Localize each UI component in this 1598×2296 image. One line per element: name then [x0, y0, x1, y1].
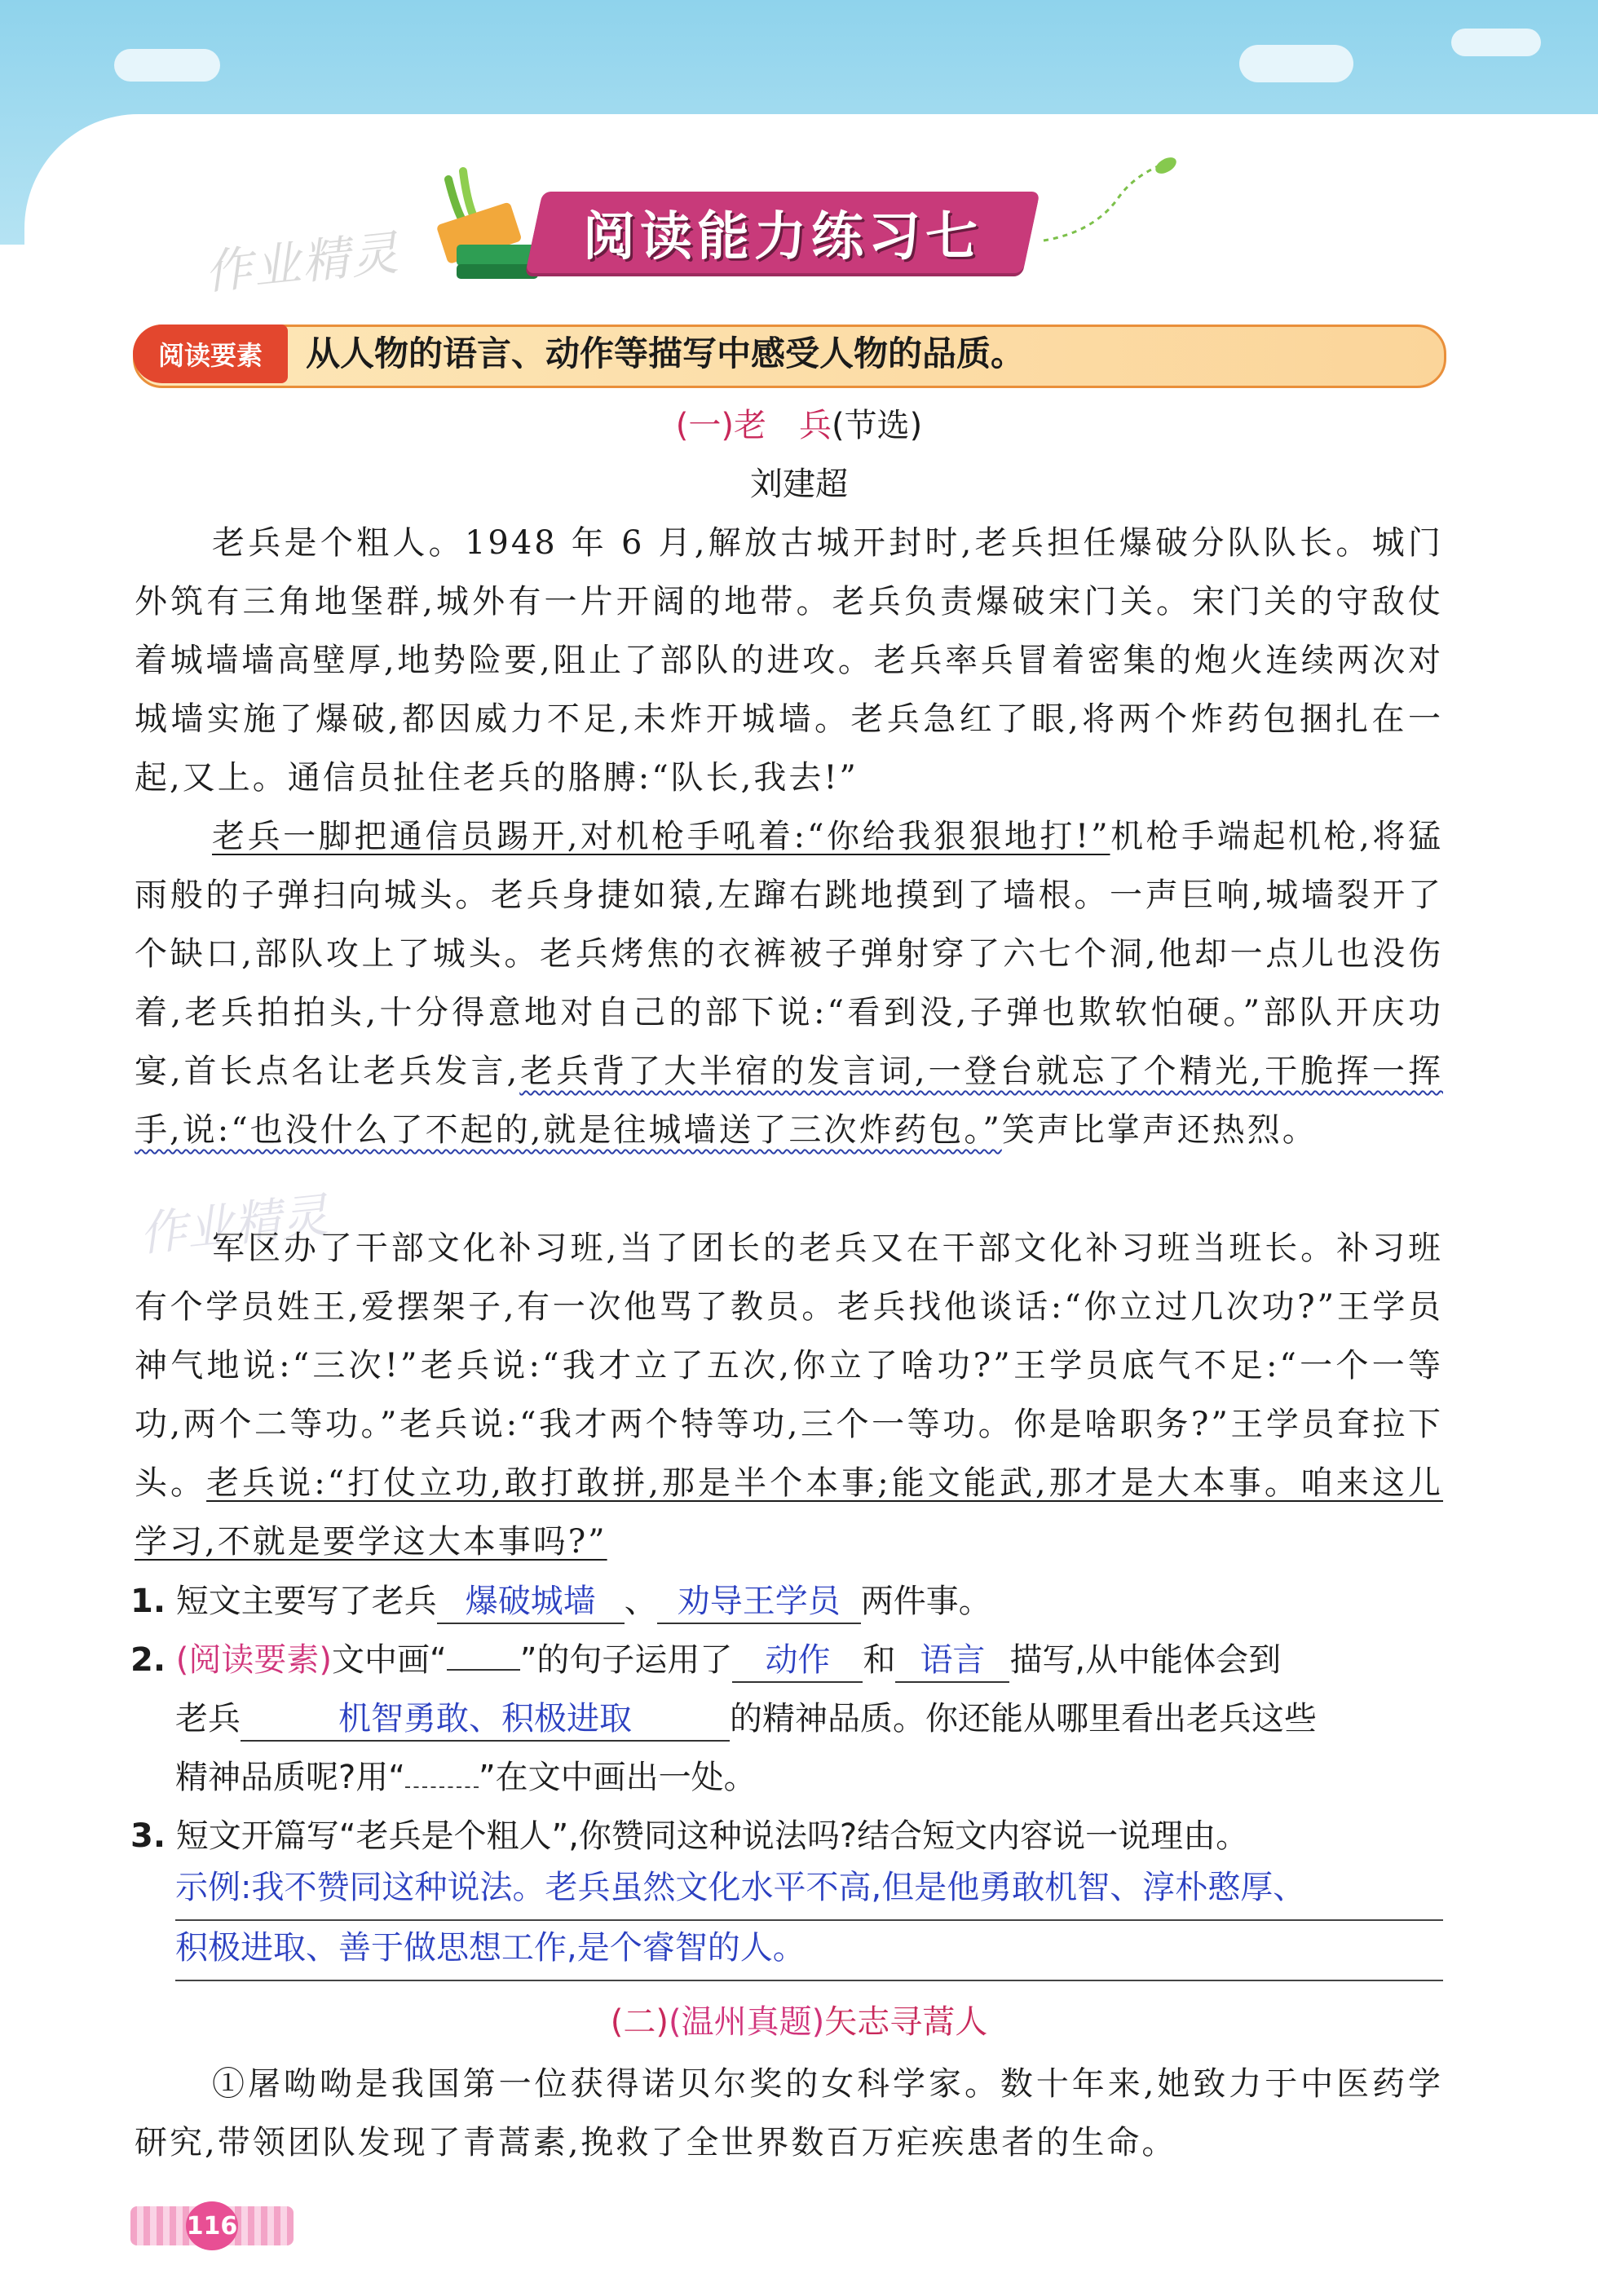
answer-blank[interactable]: 机智勇敢、积极进取	[241, 1698, 730, 1742]
answer-line[interactable]: 示例:我不赞同这种说法。老兵虽然文化水平不高,但是他勇敢机智、淳朴憨厚、	[175, 1861, 1443, 1921]
section2-name: 矢志寻蒿人	[824, 2003, 988, 2041]
reading-requirement-badge: 阅读要素	[133, 325, 288, 383]
section1-title	[0, 400, 1598, 446]
author: 刘建超	[750, 466, 848, 503]
underline-sample	[447, 1669, 520, 1671]
answer-blank[interactable]: 动作	[732, 1639, 863, 1683]
leaf-icon	[1035, 151, 1182, 249]
question-number: 3.	[130, 1817, 166, 1855]
section2-number: (二)	[610, 2003, 669, 2041]
page-number: 116	[186, 2201, 238, 2250]
section2-paragraph-1	[135, 2055, 1443, 2172]
page-title: 阅读能力练习七	[583, 207, 982, 267]
watermark: 作业精灵	[136, 1187, 331, 1262]
watermark: 作业精灵	[201, 224, 403, 301]
question-3	[130, 1807, 1443, 1866]
question-text: 文中画“	[331, 1641, 447, 1679]
question-text: 两件事。	[860, 1583, 991, 1620]
paragraph-3	[135, 1219, 1443, 1571]
question-text: 短文开篇写“老兵是个粗人”,你赞同这种说法吗?结合短文内容说一说理由。	[175, 1817, 1249, 1855]
paragraph-1-text: 老兵是个粗人。1948 年 6 月,解放古城开封时,老兵担任爆破分队队长。城门外筑有三角地堡群,城外有一片开阔的地带。老兵负责爆破宋门关。宋门关的守敌仗着城墙墙高壁厚,地势险要,阻止了部队的进攻。老兵率兵冒着密集的炮火连续两次对城墙实施了爆破,都因威力不足,未炸开城墙。老兵急红了眼,将两个炸药包捆扎在一起,又上。通信员扯住老兵的胳膊:“队长,我去!”	[135, 524, 1443, 797]
question-text: 、	[624, 1583, 657, 1620]
question-text: 和	[863, 1641, 896, 1679]
question-2-line-2	[175, 1689, 1443, 1748]
section2-paragraph-1-text: ①屠呦呦是我国第一位获得诺贝尔奖的女科学家。数十年来,她致力于中医药学研究,带领团队发现了青蒿素,挽救了全世界数百万疟疾患者的生命。	[135, 2065, 1443, 2161]
question-1	[130, 1572, 1443, 1631]
cloud-decoration	[114, 49, 220, 82]
question-text: ”的句子运用了	[519, 1641, 733, 1679]
question-text: 老兵	[175, 1700, 241, 1737]
section2-title	[0, 1996, 1598, 2042]
question-2-line-3	[175, 1748, 1443, 1807]
question-text: 精神品质呢?用“	[175, 1759, 405, 1796]
answer-blank[interactable]: 爆破城墙	[437, 1580, 625, 1624]
underlined-sentence: 老兵一脚把通信员踢开,对机枪手吼着:“你给我狠狠地打!”	[212, 818, 1110, 855]
wavy-underlined-sentence: 老兵背了大半宿的发言词,一登台就忘了个精光,干脆挥一挥手,说:“也没什么了不起的,就是往城墙送了三次炸药包。”	[135, 1053, 1443, 1149]
question-2	[130, 1631, 1443, 1689]
section1-note: (节选)	[832, 407, 923, 444]
section1-name: 老 兵	[734, 407, 832, 444]
paragraph-3-text: 军区办了干部文化补习班,当了团长的老兵又在干部文化补习班当班长。补习班有个学员姓王,爱摆架子,有一次他骂了教员。老兵找他谈话:“你立过几次功?”王学员神气地说:“三次!”老兵说:“我才立了五次,你立了啥功?”王学员底气不足:“一个一等功,两个二等功。”老兵说:“我才两个特等功,三个一等功。你是啥职务?”王学员耷拉下头。	[135, 1230, 1443, 1502]
question-text: 短文主要写了老兵	[175, 1583, 437, 1620]
wavy-underline-sample	[405, 1786, 479, 1788]
answer-line[interactable]: 积极进取、善于做思想工作,是个睿智的人。	[175, 1921, 1443, 1981]
cloud-decoration	[1451, 29, 1541, 56]
section2-tag: (温州真题)	[669, 2003, 825, 2041]
underlined-sentence: 老兵说:“打仗立功,敢打敢拼,那是半个本事;能文能武,那才是大本事。咱来这儿学习,不就是要学这大本事吗?”	[135, 1464, 1444, 1561]
cloud-decoration	[1239, 45, 1353, 82]
question-tag: (阅读要素)	[175, 1641, 332, 1679]
section1-number: (一)	[675, 407, 734, 444]
question-text: 描写,从中能体会到	[1009, 1641, 1282, 1679]
paragraph-2	[135, 807, 1443, 1159]
paragraph-2-end: 笑声比掌声还热烈。	[1001, 1111, 1318, 1149]
question-text: 的精神品质。你还能从哪里看出老兵这些	[730, 1700, 1317, 1737]
answer-blank[interactable]: 劝导王学员	[657, 1580, 861, 1624]
paragraph-2-text: 机枪手端起机枪,将猛雨般的子弹扫向城头。老兵身捷如猿,左蹿右跳地摸到了墙根。一声巨响,城墙裂开了个缺口,部队攻上了城头。老兵烤焦的衣裤被子弹射穿了六七个洞,他却一点儿也没伤着,老兵拍拍头,十分得意地对自己的部下说:“看到没,子弹也欺软怕硬。”部队开庆功宴,首长点名让老兵发言,	[135, 818, 1443, 1090]
paragraph-1	[135, 514, 1443, 807]
question-number: 1.	[130, 1583, 166, 1620]
reading-requirement-text: 从人物的语言、动作等描写中感受人物的品质。	[306, 333, 1026, 373]
question-number: 2.	[130, 1641, 166, 1679]
answer-blank[interactable]: 语言	[895, 1639, 1009, 1683]
question-text: ”在文中画出一处。	[478, 1759, 757, 1796]
